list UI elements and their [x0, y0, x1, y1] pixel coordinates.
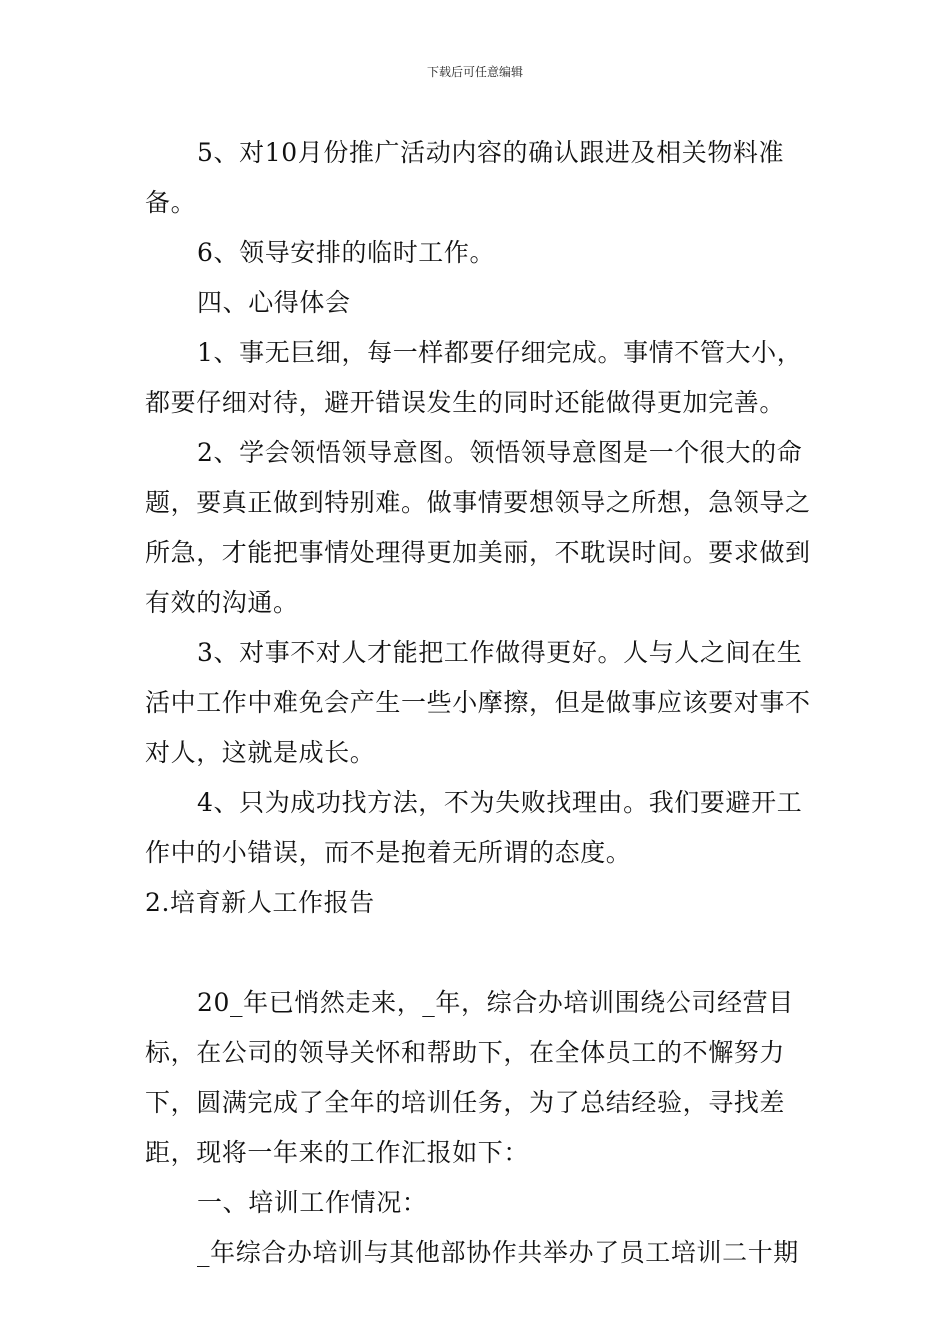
report-title: 2.培育新人工作报告 — [145, 888, 375, 917]
blank-line — [145, 928, 815, 978]
paragraph-experience-1: 1、事无巨细，每一样都要仔细完成。事情不管大小，都要仔细对待，避开错误发生的同时还能做得更加完善。 — [145, 338, 803, 417]
paragraph-experience-3: 3、对事不对人才能把工作做得更好。人与人之间在生活中工作中难免会产生一些小摩擦，但是做事应该要对事不对人，这就是成长。 — [145, 638, 811, 767]
document-body — [145, 128, 815, 1278]
paragraph-report-intro: 20_年已悄然走来，_年，综合办培训围绕公司经营目标，在公司的领导关怀和帮助下，在全体员工的不懈努力下，圆满完成了全年的培训任务，为了总结经验，寻找差距，现将一年来的工作汇报如下： — [145, 988, 794, 1167]
section-heading-training: 一、培训工作情况： — [197, 1188, 428, 1217]
paragraph-training-summary: _年综合办培训与其他部协作共举办了员工培训二十期 — [197, 1238, 799, 1267]
section-heading-experience: 四、心得体会 — [197, 288, 351, 317]
paragraph-item-5: 5、对10月份推广活动内容的确认跟进及相关物料准备。 — [145, 138, 785, 217]
paragraph-item-6: 6、领导安排的临时工作。 — [197, 238, 496, 267]
paragraph-experience-4: 4、只为成功找方法，不为失败找理由。我们要避开工作中的小错误，而不是抱着无所谓的态度。 — [145, 788, 803, 867]
paragraph-experience-2: 2、学会领悟领导意图。领悟领导意图是一个很大的命题，要真正做到特别难。做事情要想领导之所想，急领导之所急，才能把事情处理得更加美丽，不耽误时间。要求做到有效的沟通。 — [145, 438, 811, 617]
page-header: 下载后可任意编辑 — [426, 65, 523, 79]
